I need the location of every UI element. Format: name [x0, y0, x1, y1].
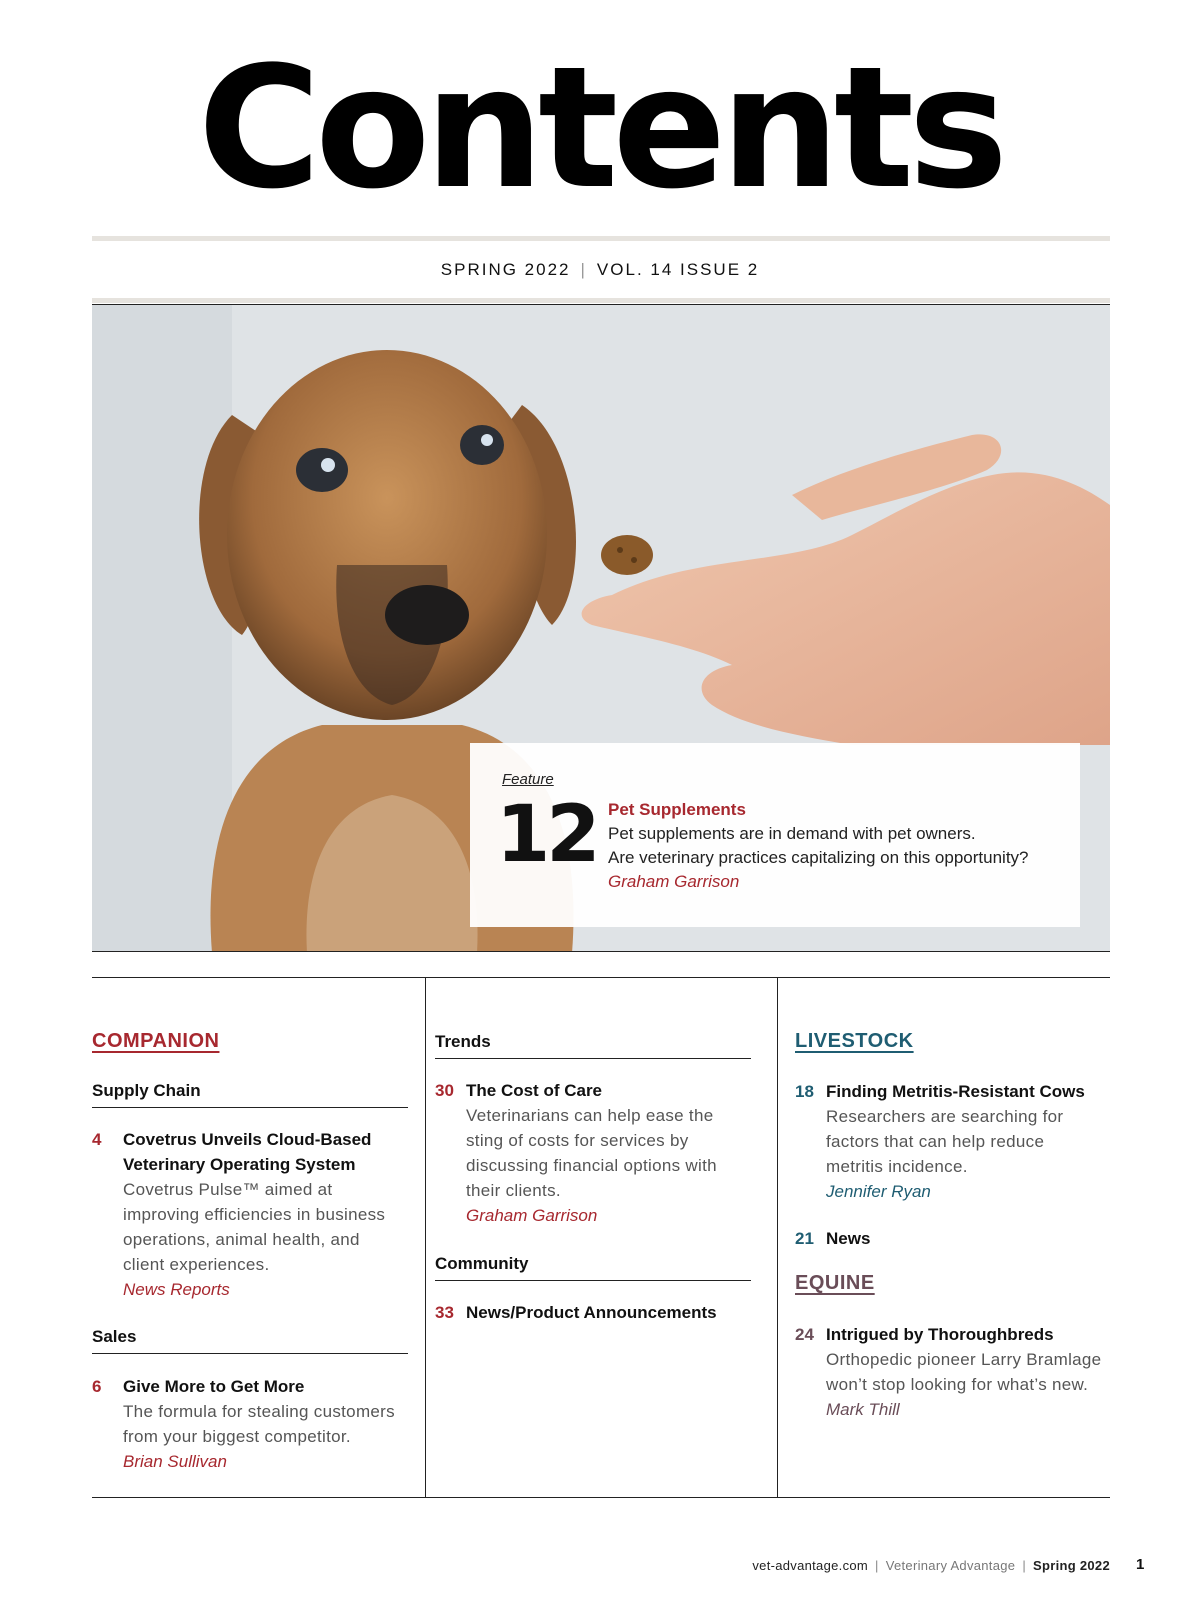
toc-entry-33[interactable]: [435, 1300, 751, 1326]
feature-title[interactable]: Pet Supplements: [608, 800, 746, 819]
entry-page-number: 30: [435, 1081, 454, 1100]
entry-desc-line4: client experiences.: [123, 1255, 270, 1274]
issue-volume: VOL. 14 ISSUE 2: [596, 260, 760, 279]
feature-text: [608, 798, 1068, 894]
footer-publication: Veterinary Advantage: [885, 1558, 1016, 1573]
entry-page-number: 4: [92, 1130, 102, 1149]
entry-desc-line2: factors that can help reduce: [826, 1132, 1045, 1151]
entry-desc-line3: metritis incidence.: [826, 1157, 968, 1176]
entry-title-line1: Covetrus Unveils Cloud-Based: [123, 1130, 372, 1149]
entry-desc-line1: Veterinarians can help ease the: [466, 1106, 714, 1125]
entry-author: Graham Garrison: [466, 1206, 598, 1225]
entry-title: Finding Metritis-Resistant Cows: [826, 1082, 1085, 1101]
toc-entry-18[interactable]: [795, 1079, 1110, 1204]
column-divider: [777, 978, 778, 1497]
entry-author: Mark Thill: [826, 1400, 900, 1419]
sales-subheading: Sales: [92, 1327, 408, 1354]
footer-issue: Spring 2022: [1033, 1558, 1110, 1573]
toc-entry-21[interactable]: [795, 1226, 1110, 1252]
entry-desc-line3: operations, animal health, and: [123, 1230, 360, 1249]
entry-title: Give More to Get More: [123, 1377, 305, 1396]
toc-section: [92, 977, 1110, 1498]
entry-page-number: 21: [795, 1229, 814, 1248]
entry-author: Jennifer Ryan: [826, 1182, 931, 1201]
title-divider: [92, 236, 1110, 241]
community-subheading: Community: [435, 1254, 751, 1281]
feature-page-number: 12: [496, 790, 597, 880]
entry-title: The Cost of Care: [466, 1081, 603, 1100]
trends-subheading: Trends: [435, 1032, 751, 1059]
entry-desc-line3: discussing financial options with: [466, 1156, 717, 1175]
footer-separator: |: [875, 1558, 879, 1573]
issue-separator: |: [580, 260, 587, 279]
page-footer: [752, 1558, 1110, 1573]
page-number: 1: [1136, 1556, 1145, 1573]
toc-entry-24[interactable]: [795, 1322, 1110, 1422]
issue-season: SPRING 2022: [440, 260, 571, 279]
feature-description-line1: Pet supplements are in demand with pet owners.: [608, 824, 976, 843]
feature-box[interactable]: [470, 743, 1080, 927]
issue-divider: [92, 298, 1110, 303]
livestock-heading[interactable]: LIVESTOCK: [795, 1030, 914, 1052]
entry-title: News: [826, 1229, 871, 1248]
feature-author: Graham Garrison: [608, 872, 740, 891]
footer-website[interactable]: vet-advantage.com: [752, 1558, 869, 1573]
entry-desc-line2: from your biggest competitor.: [123, 1427, 351, 1446]
entry-page-number: 24: [795, 1325, 814, 1344]
footer-separator: |: [1022, 1558, 1026, 1573]
column-divider: [425, 978, 426, 1497]
toc-entry-4[interactable]: [92, 1127, 408, 1297]
entry-desc-line4: their clients.: [466, 1181, 561, 1200]
entry-desc-line2: won’t stop looking for what’s new.: [826, 1375, 1089, 1394]
entry-desc-line1: Researchers are searching for: [826, 1107, 1064, 1126]
feature-description-line2: Are veterinary practices capitalizing on this opportunity?: [608, 848, 1029, 867]
entry-title: News/Product Announcements: [466, 1303, 717, 1322]
entry-desc-line1: Orthopedic pioneer Larry Bramlage: [826, 1350, 1102, 1369]
toc-entry-30[interactable]: [435, 1078, 751, 1228]
entry-page-number: 18: [795, 1082, 814, 1101]
entry-desc-line1: Covetrus Pulse™ aimed at: [123, 1180, 333, 1199]
companion-heading[interactable]: COMPANION: [92, 1030, 220, 1052]
page-title: Contents: [197, 30, 1003, 226]
entry-page-number: 6: [92, 1377, 102, 1396]
issue-info: [0, 260, 1200, 280]
entry-desc-line2: improving efficiencies in business: [123, 1205, 386, 1224]
entry-author: News Reports: [123, 1280, 230, 1299]
entry-desc-line2: sting of costs for services by: [466, 1131, 689, 1150]
feature-label: Feature: [502, 771, 554, 788]
entry-page-number: 33: [435, 1303, 454, 1322]
supply-chain-subheading: Supply Chain: [92, 1081, 408, 1108]
toc-entry-6[interactable]: [92, 1374, 408, 1474]
entry-title: Intrigued by Thoroughbreds: [826, 1325, 1054, 1344]
entry-desc-line1: The formula for stealing customers: [123, 1402, 395, 1421]
entry-author: Brian Sullivan: [123, 1452, 227, 1471]
entry-title-line2: Veterinary Operating System: [123, 1155, 356, 1174]
equine-heading[interactable]: EQUINE: [795, 1272, 875, 1294]
